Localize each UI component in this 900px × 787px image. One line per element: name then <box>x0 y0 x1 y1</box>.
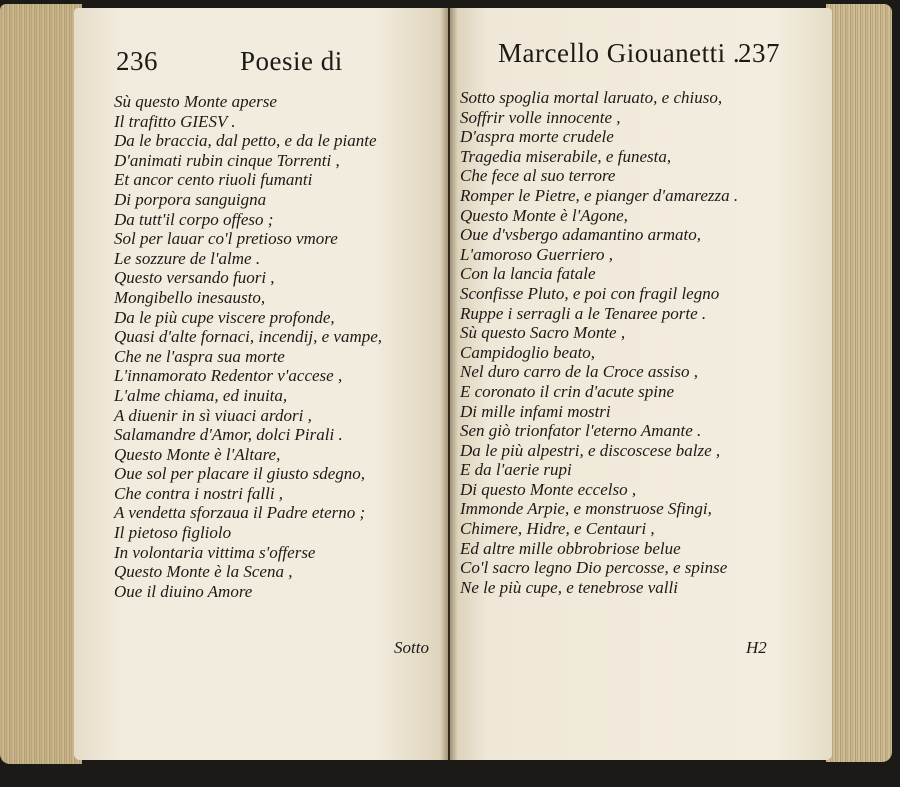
verse-line: D'animati rubin cinque Torrenti , <box>114 150 340 170</box>
left-running-head: Poesie di <box>240 46 343 76</box>
right-verse-list <box>460 88 738 597</box>
verse-line: Di mille infami mostri <box>460 401 611 421</box>
verse-line: Oue il diuino Amore <box>114 581 253 601</box>
verse-line: Sol per lauar co'l pretioso vmore <box>114 229 338 249</box>
verse-line: L'amoroso Guerriero , <box>460 244 614 264</box>
verse-line: Ed altre mille obbrobriose belue <box>460 538 681 558</box>
verse-line: Questo Monte è la Scena , <box>114 562 293 582</box>
right-running-head: Marcello Giouanetti . <box>498 38 741 68</box>
verse-line: Di questo Monte eccelso , <box>460 479 637 499</box>
verse-line: Co'l sacro legno Dio percosse, e spinse <box>460 558 728 578</box>
verse-line: Tragedia miserabile, e funesta, <box>460 146 672 166</box>
verse-line: A diuenir in sì viuaci ardori , <box>114 405 312 425</box>
verse-line: Che ne l'aspra sua morte <box>114 346 285 366</box>
verse-line: Salamandre d'Amor, dolci Pirali . <box>114 425 343 445</box>
verse-line: Questo versando fuori , <box>114 268 275 288</box>
right-signature-mark: H2 <box>746 638 767 657</box>
verse-line: L'innamorato Redentor v'accese , <box>114 366 343 386</box>
left-page-number: 236 <box>116 46 158 76</box>
verse-line: In volontaria vittima s'offerse <box>114 542 316 562</box>
verse-line: Sconfisse Pluto, e poi con fragil legno <box>460 283 720 303</box>
verse-line: Da le più alpestri, e discoscese balze , <box>460 440 721 460</box>
right-page <box>450 8 832 760</box>
verse-line: Il pietoso figliolo <box>114 523 232 543</box>
left-page <box>74 8 448 760</box>
verse-line: Questo Monte è l'Agone, <box>460 205 628 225</box>
verse-line: D'aspra morte crudele <box>460 127 614 147</box>
verse-line: Oue sol per placare il giusto sdegno, <box>114 464 366 484</box>
verse-line: Questo Monte è l'Altare, <box>114 444 281 464</box>
verse-line: Da le braccia, dal petto, e da le piante <box>114 131 377 151</box>
verse-line: Chimere, Hidre, e Centauri , <box>460 519 655 539</box>
verse-line: Soffrir volle innocente , <box>460 107 621 127</box>
verse-line: Immonde Arpie, e monstruose Sfingi, <box>460 499 712 519</box>
right-page-edges <box>826 4 892 762</box>
verse-line: Oue d'vsbergo adamantino armato, <box>460 225 701 245</box>
verse-line: Da le più cupe viscere profonde, <box>114 307 335 327</box>
verse-line: Le sozzure de l'alme . <box>114 248 261 268</box>
book-gutter <box>440 8 458 760</box>
verse-line: Che contra i nostri falli , <box>114 483 284 503</box>
left-page-edges <box>0 4 82 764</box>
verse-line: Di porpora sanguigna <box>114 189 267 209</box>
verse-line: Sen giò trionfator l'eterno Amante . <box>460 421 702 441</box>
verse-line: Ruppe i serragli a le Tenaree porte . <box>460 303 707 323</box>
verse-line: Che fece al suo terrore <box>460 166 616 186</box>
verse-line: Mongibello inesausto, <box>114 287 266 307</box>
verse-line: Romper le Pietre, e pianger d'amarezza . <box>460 185 739 205</box>
verse-line: E coronato il crin d'acute spine <box>460 381 675 401</box>
verse-line: L'alme chiama, ed inuita, <box>114 385 288 405</box>
verse-line: Campidoglio beato, <box>460 342 596 362</box>
left-catchword: Sotto <box>394 638 429 657</box>
verse-line: Con la lancia fatale <box>460 264 596 284</box>
verse-line: E da l'aerie rupi <box>460 460 572 480</box>
verse-line: Et ancor cento riuoli fumanti <box>114 170 313 190</box>
verse-line: Quasi d'alte fornaci, incendij, e vampe, <box>114 327 383 347</box>
verse-line: Sù questo Monte aperse <box>114 92 277 111</box>
verse-line: Sotto spoglia mortal laruato, e chiuso, <box>460 88 723 107</box>
verse-line: A vendetta sforzaua il Padre eterno ; <box>114 503 366 523</box>
left-verse-list <box>114 92 382 601</box>
verse-line: Da tutt'il corpo offeso ; <box>114 209 274 229</box>
verse-line: Nel duro carro de la Croce assiso , <box>460 362 698 382</box>
verse-line: Ne le più cupe, e tenebrose valli <box>460 577 678 597</box>
verse-line: Sù questo Sacro Monte , <box>460 323 626 343</box>
right-page-number: 237 <box>738 38 780 68</box>
verse-line: Il trafitto GIESV . <box>114 111 236 131</box>
